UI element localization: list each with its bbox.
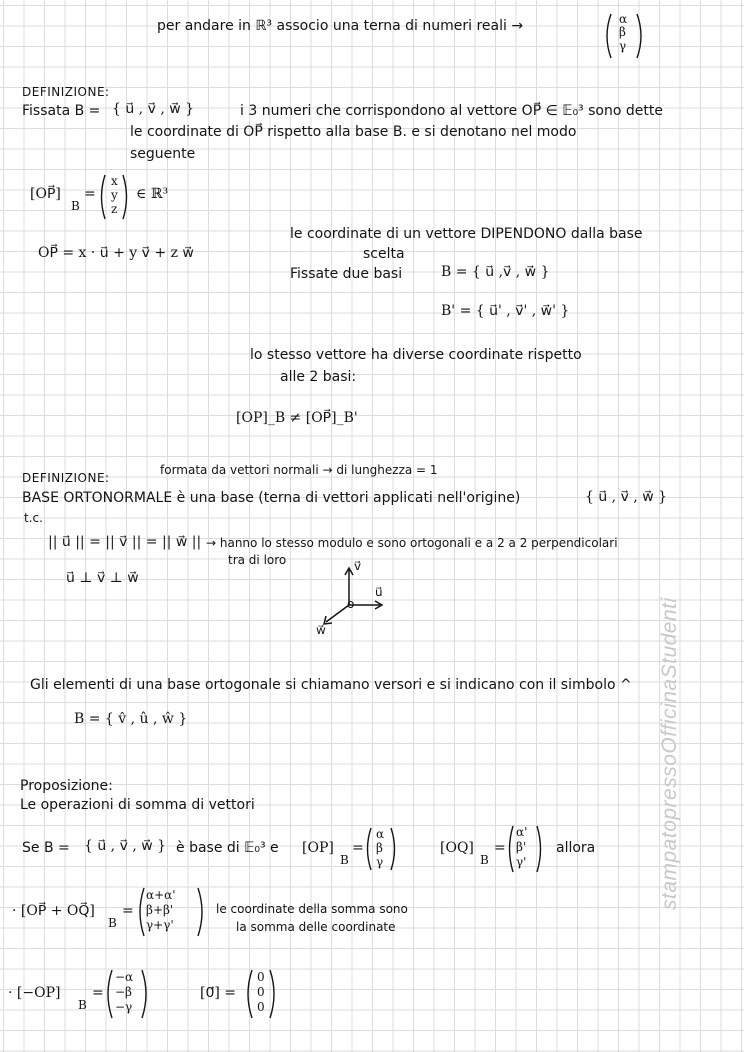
definition2-basis: { u⃗ , v⃗ , w⃗ } [585, 489, 668, 505]
oq-beta: β' [516, 840, 527, 854]
op-alpha: α [376, 827, 385, 841]
definition2-tc: t.c. [24, 511, 43, 525]
neg-sub: B [78, 998, 87, 1012]
equals-sign: = [122, 903, 134, 919]
coords-expansion: OP⃗ = x · u⃗ + y v⃗ + z w⃗ [38, 245, 194, 261]
neg-alpha: −α [115, 970, 134, 984]
sum-alpha: α+α' [146, 888, 176, 902]
definition2-perp: u⃗ ⊥ v⃗ ⊥ w⃗ [66, 570, 139, 586]
definition2-norms: || u⃗ || = || v⃗ || = || w⃗ || [48, 534, 202, 550]
definition2-annotation: formata da vettori normali → di lunghezza = 1 [160, 463, 438, 477]
sum-sub: B [108, 916, 117, 930]
neg-gamma: −γ [115, 1000, 133, 1014]
coords-x: x [111, 174, 118, 188]
note1-line2: scelta [363, 246, 405, 262]
proposition-se-basis: { u⃗ , v⃗ , w⃗ } [84, 838, 167, 854]
axis-label-u: u⃗ [375, 585, 383, 599]
sum-lhs: · [OP⃗ + OQ⃗] [12, 903, 95, 919]
intro-text: per andare in ℝ³ associo una terna di numeri reali → [157, 18, 524, 34]
w-axis [326, 605, 349, 622]
axis-label-v: v⃗ [354, 559, 362, 573]
coords-in: ∈ ℝ³ [136, 186, 169, 202]
versori-basis: B = { v̂ , û , ŵ } [74, 711, 188, 727]
watermark: stampatopressoOfficinaStudenti [658, 597, 681, 910]
axis-origin: o [347, 597, 355, 611]
note1-basis-b2: B' = { u⃗' , v⃗' , w⃗' } [441, 303, 570, 319]
zero-2: 0 [257, 985, 265, 999]
intro-beta: β [619, 25, 626, 39]
equals-sign: = [494, 840, 506, 856]
coords-lhs: [OP⃗] [30, 186, 61, 202]
definition-basis: { u⃗ , v⃗ , w⃗ } [112, 101, 195, 117]
op-beta: β [376, 841, 383, 855]
sum-beta: β+β' [146, 903, 174, 917]
op-gamma: γ [376, 855, 384, 869]
note2-line2: alle 2 basi: [280, 369, 357, 385]
zero-3: 0 [257, 1000, 265, 1014]
equals-sign: = [352, 840, 364, 856]
oq-alpha: α' [516, 825, 528, 839]
definition-line3: seguente [130, 146, 196, 162]
neg-beta: −β [115, 985, 132, 999]
definition2-heading: DEFINIZIONE: [22, 471, 110, 485]
definition-prefix: Fissata B = [22, 103, 101, 119]
definition-line2: le coordinate di OP⃗ rispetto alla base B. e si denotano nel modo [130, 124, 577, 140]
proposition-oq-sub: B [480, 853, 489, 867]
definition-heading: DEFINIZIONE: [22, 85, 110, 99]
note2-line1: lo stesso vettore ha diverse coordinate rispetto [250, 347, 582, 363]
note1-basis-b: B = { u⃗ ,v⃗ , w⃗ } [441, 264, 550, 280]
neg-lhs: · [−OP] [8, 985, 61, 1001]
proposition-heading: Proposizione: [20, 778, 113, 794]
intro-gamma: γ [619, 39, 627, 53]
coords-z: z [111, 202, 118, 216]
proposition-se-text: è base di 𝔼₀³ e [176, 840, 279, 856]
definition2-norms-text2: tra di loro [228, 553, 287, 567]
zero-lhs: [0⃗] = [200, 985, 237, 1001]
intro-alpha: α [619, 12, 628, 26]
definition2-line1: BASE ORTONORMALE è una base (terna di vettori applicati nell'origine) [22, 490, 521, 506]
sum-text1: le coordinate della somma sono [216, 902, 408, 916]
proposition-allora: allora [556, 840, 596, 856]
sum-text2: la somma delle coordinate [236, 920, 396, 934]
proposition-op-sub: B [340, 853, 349, 867]
coords-y: y [111, 188, 118, 202]
proposition-se-prefix: Se B = [22, 840, 70, 856]
definition2-norms-text: → hanno lo stesso modulo e sono ortogonali e a 2 a 2 perpendicolari [206, 536, 618, 550]
zero-1: 0 [257, 970, 265, 984]
proposition-line: Le operazioni di somma di vettori [20, 797, 255, 813]
note1-line3: Fissate due basi [290, 266, 403, 282]
oq-gamma: γ' [516, 855, 527, 869]
axis-label-w: w⃗ [316, 623, 326, 637]
equals-sign: = [84, 186, 96, 202]
sum-gamma: γ+γ' [146, 918, 174, 932]
definition-line1: i 3 numeri che corrispondono al vettore OP⃗ ∈ 𝔼₀³ sono dette [240, 103, 663, 119]
note1-line1: le coordinate di un vettore DIPENDONO dalla base [290, 226, 643, 242]
proposition-op-lhs: [OP] [302, 840, 334, 856]
coords-sub: B [71, 199, 80, 213]
versori-line: Gli elementi di una base ortogonale si chiamano versori e si indicano con il simbolo ^ [30, 677, 632, 693]
note2-formula: [OP]_B ≠ [OP⃗]_B' [236, 410, 358, 426]
equals-sign: = [92, 985, 104, 1001]
proposition-oq-lhs: [OQ] [440, 840, 474, 856]
